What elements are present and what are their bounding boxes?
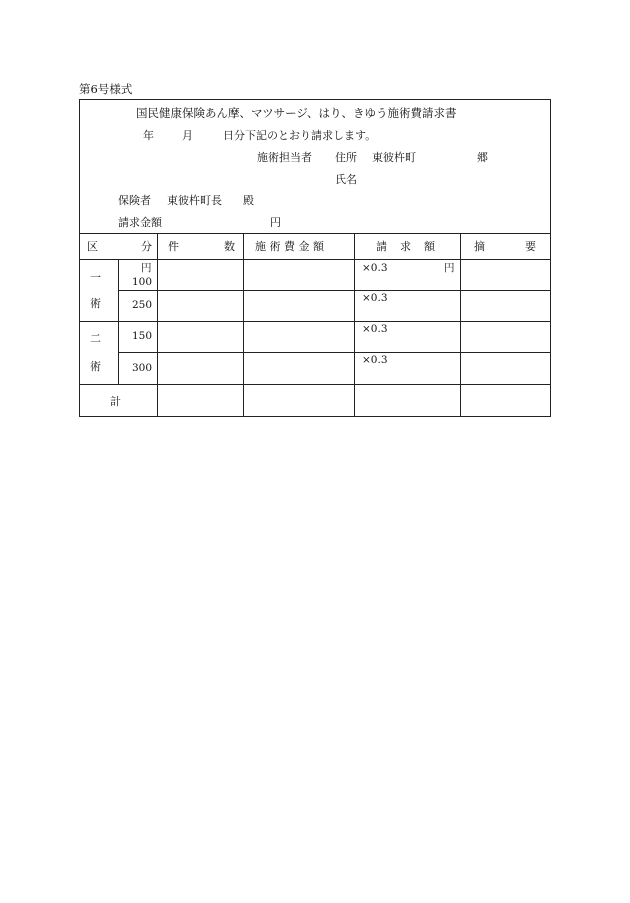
claim-yen-unit: 円 xyxy=(444,262,455,274)
col-divider-2 xyxy=(243,233,244,417)
header-category-char-1: 区 xyxy=(87,240,98,253)
claim-amount-yen: 円 xyxy=(270,216,281,229)
category-inner-divider xyxy=(118,259,119,384)
header-category-char-2: 分 xyxy=(141,240,152,253)
date-statement: 日分下記のとおり請求します。 xyxy=(223,129,377,142)
date-year-label: 年 xyxy=(143,129,154,142)
amount-100: 100 xyxy=(132,276,153,288)
table-top-rule xyxy=(79,233,551,234)
header-remarks-char-2: 要 xyxy=(525,240,536,253)
amount-150: 150 xyxy=(132,330,153,342)
district-label: 郷 xyxy=(477,151,488,164)
group2-label-top: 二 xyxy=(90,332,101,345)
name-label: 氏名 xyxy=(335,173,357,186)
address-label: 住所 xyxy=(335,151,357,164)
insurer-value: 東彼杵町長 xyxy=(167,194,222,207)
address-value: 東彼杵町 xyxy=(372,151,416,164)
insurer-label: 保険者 xyxy=(118,194,151,207)
header-remarks-char-1: 摘 xyxy=(474,240,485,253)
multiplier-row-4: ×0.3 xyxy=(362,354,388,366)
date-month-label: 月 xyxy=(182,129,193,142)
group1-label-top: 一 xyxy=(90,271,101,284)
col-divider-3 xyxy=(354,233,355,417)
col-divider-1 xyxy=(157,233,158,417)
header-fee-amount: 施 術 費 金 額 xyxy=(255,240,324,253)
multiplier-row-3: ×0.3 xyxy=(362,323,388,335)
header-claim-char-2: 求 xyxy=(400,240,411,253)
row-rule-3 xyxy=(118,352,551,353)
group2-label-bottom: 術 xyxy=(90,360,101,373)
multiplier-row-1: ×0.3 xyxy=(362,262,388,274)
form-number: 第6号様式 xyxy=(79,82,133,96)
practitioner-label: 施術担当者 xyxy=(257,151,312,164)
amount-250: 250 xyxy=(132,299,153,311)
group-rule xyxy=(79,321,551,322)
total-top-rule xyxy=(79,384,551,385)
header-bottom-rule xyxy=(79,259,551,260)
form-title: 国民健康保険あん摩、マツサージ、はり、きゆう施術費請求書 xyxy=(136,106,457,120)
header-claim-char-3: 額 xyxy=(424,240,435,253)
amount-300: 300 xyxy=(132,362,153,374)
claim-amount-label: 請求金額 xyxy=(118,216,162,229)
row-yen-unit: 円 xyxy=(141,262,152,274)
group1-label-bottom: 術 xyxy=(90,297,101,310)
multiplier-row-2: ×0.3 xyxy=(362,292,388,304)
total-label: 計 xyxy=(110,395,121,408)
header-count-char-1: 件 xyxy=(168,240,179,253)
row-rule-1 xyxy=(118,290,551,291)
header-claim-char-1: 請 xyxy=(376,240,387,253)
col-divider-4 xyxy=(460,233,461,417)
honorific: 殿 xyxy=(243,194,254,207)
header-count-char-2: 数 xyxy=(224,240,235,253)
